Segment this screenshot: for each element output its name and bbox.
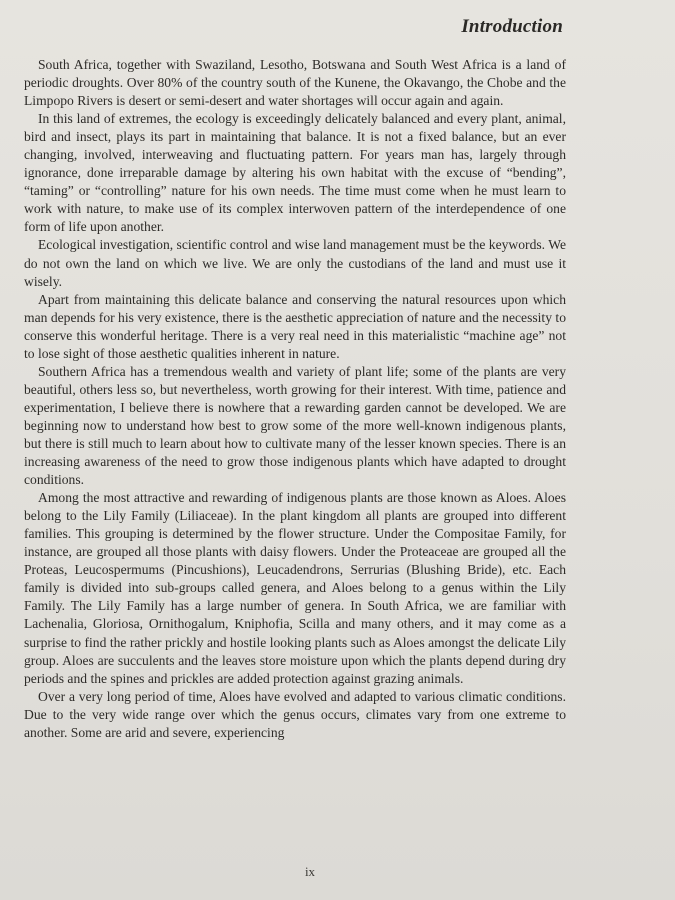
paragraph-evolution: Over a very long period of time, Aloes have evolved and adapted to various climatic conditions. Due to the very wide range over which the genus occurs, climates vary from one extreme to another. Some are arid and severe, experiencing [24,688,566,740]
page-number: ix [304,864,316,879]
body-text [24,56,566,742]
paragraph-droughts: South Africa, together with Swaziland, Lesotho, Botswana and South West Africa is a land of periodic droughts. Over 80% of the country south of the Kunene, the Okavango, the Chobe and the Limpopo Rivers is desert or semi-desert and water shortages will occur again and again. [24,57,566,109]
chapter-heading: Introduction [461,16,563,37]
paragraph-aloes-lily-family: Among the most attractive and rewarding of indigenous plants are those known as Aloes. Aloes belong to the Lily Family (Liliaceae). In the plant kingdom all plants are grouped into different families. This grouping is determined by the flower structure. Under the Compositae Family, for instance, are grouped all those plants with daisy flowers. Under the Proteaceae are grouped all the Proteas, Leucospermums (Pincushions), Leucadendrons, Serrurias (Blushing Bride), etc. Each family is divided into sub-groups called genera, and Aloes belong to a genus within the Lily Family. The Lily Family has a large number of genera. In South Africa, we are familiar with Lachenalia, Gloriosa, Ornithogalum, Kniphofia, Scilla and many others, and it may come as a surprise to find the rather prickly and hostile looking plants such as Aloes amongst the delicate Lily group. Aloes are succulents and the leaves store moisture upon which the plants depend during dry periods and the spines and prickles are added protection against grazing animals. [24,490,566,686]
paragraph-aesthetic-appreciation: Apart from maintaining this delicate balance and conserving the natural resources upon which man depends for his very existence, there is the aesthetic appreciation of nature and the necessity to conserve this wonderful heritage. There is a very real need in this materialistic “machine age” not to lose sight of those aesthetic qualities inherent in nature. [24,291,566,361]
paragraph-plant-life: Southern Africa has a tremendous wealth and variety of plant life; some of the plants are very beautiful, others less so, but nevertheless, worth growing for their interest. With time, patience and experimentation, I believe there is nowhere that a rewarding garden cannot be developed. We are beginning now to understand how best to grow some of the more well-known indigenous plants, but there is still much to learn about how to cultivate many of the lesser known species. There is an increasing awareness of the need to grow those indigenous plants which have adapted to drought conditions. [24,363,566,488]
paragraph-land-management: Ecological investigation, scientific control and wise land management must be the keywords. We do not own the land on which we live. We are only the custodians of the land and must use it wisely. [24,237,566,289]
paragraph-ecology-balance: In this land of extremes, the ecology is exceedingly delicately balanced and every plant, animal, bird and insect, plays its part in maintaining that balance. It is not a fixed balance, but an ever changing, involved, interweaving and fluctuating pattern. For years man has, largely through ignorance, done irreparable damage by altering his own habitat with the excuse of “bending”, “taming” or “controlling” nature for his own needs. The time must come when he must learn to work with nature, to make use of its complex interwoven pattern of the interdependence of one form of life upon another. [24,111,566,235]
